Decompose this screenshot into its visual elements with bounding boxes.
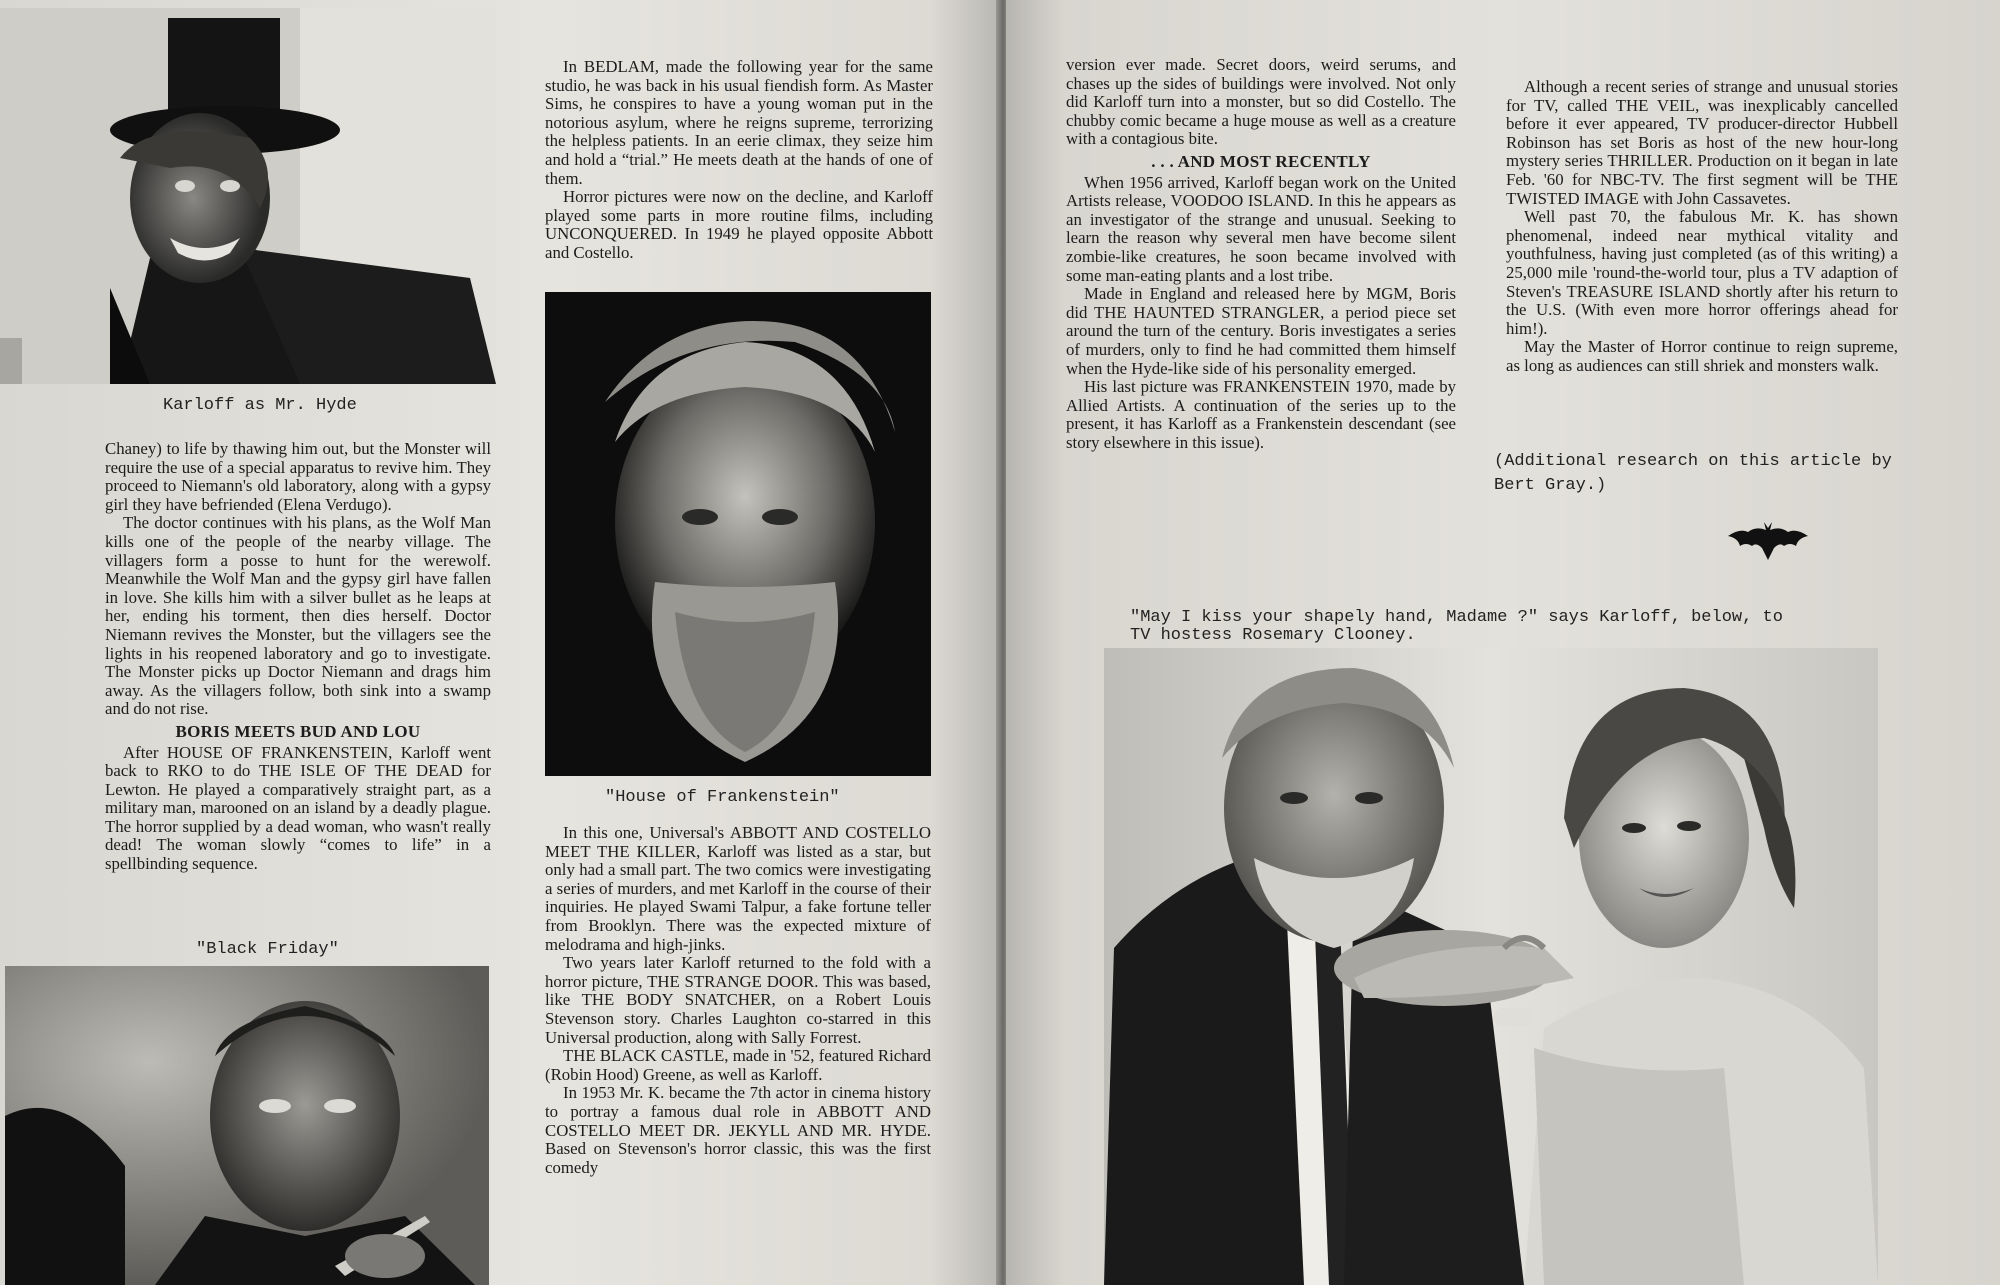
research-credit: (Additional research on this article by Bert Gray.)	[1494, 452, 1892, 495]
caption-house-of-frankenstein: "House of Frankenstein"	[605, 788, 840, 807]
caption-karloff-clooney-line2: TV hostess Rosemary Clooney.	[1130, 626, 1416, 645]
paragraph: version ever made. Secret doors, weird serums, and chases up the sides of buildings were involved. Not only did Karloff turn into a monster, but so did Costello. The chubby comic became a huge mouse as well as a creature with a contagious bite.	[1066, 55, 1456, 149]
photo-karloff-mr-hyde	[0, 8, 496, 384]
section-heading-and-most-recently: . . . AND MOST RECENTLY	[1151, 151, 1371, 171]
photo-karloff-and-rosemary-clooney	[1104, 648, 1878, 1285]
right-column-2-text	[1506, 78, 1898, 376]
left-column-1-text	[105, 440, 491, 874]
paragraph: Although a recent series of strange and unusual stories for TV, called THE VEIL, was inexplicably cancelled before it ever appeared, TV producer-director Hubbell Robinson has set Boris as host of the new hour-long mystery series THRILLER. Production on it began in late Feb. '60 for NBC-TV. The first segment will be THE TWISTED IMAGE with John Cassavetes.	[1506, 77, 1898, 208]
paragraph: Made in England and released here by MGM, Boris did THE HAUNTED STRANGLER, a period piece set around the turn of the century. Boris investigates a series of murders, only to find he had committed them himself when the Hyde-like side of his personality emerged.	[1066, 284, 1456, 378]
paragraph: In this one, Universal's ABBOTT AND COSTELLO MEET THE KILLER, Karloff was listed as a star, but only had a small part. The two comics were investigating a series of murders, and met Karloff in the course of their inquiries. He played Swami Talpur, a fake fortune teller from Brooklyn. There was the expected mixture of melodrama and high-jinks.	[545, 823, 931, 954]
right-page	[1006, 0, 2000, 1285]
paragraph: Well past 70, the fabulous Mr. K. has shown phenomenal, indeed near mythical vitality and youthfulness, having just completed (as of this writing) a 25,000 mile 'round-the-world tour, plus a TV adaption of Steven's TREASURE ISLAND shortly after his return to the U.S. (With even more horror offerings ahead for him!).	[1506, 207, 1898, 338]
photo-house-of-frankenstein	[545, 292, 931, 776]
right-column-1-text	[1066, 56, 1456, 452]
caption-karloff-clooney-line1: "May I kiss your shapely hand, Madame ?" says Karloff, below, to	[1130, 608, 1783, 627]
bat-icon	[1726, 518, 1810, 566]
left-column-2-top-text	[545, 58, 933, 263]
paragraph: Two years later Karloff returned to the fold with a horror picture, THE STRANGE DOOR. This was based, like THE BODY SNATCHER, on a Robert Louis Stevenson story. Charles Laughton co-starred in this Universal production, along with Sally Forrest.	[545, 953, 931, 1047]
paragraph: His last picture was FRANKENSTEIN 1970, made by Allied Artists. A continuation of the series up to the present, it has Karloff as a Frankenstein descendant (see story elsewhere in this issue).	[1066, 377, 1456, 452]
paragraph: May the Master of Horror continue to reign supreme, as long as audiences can still shriek and monsters walk.	[1506, 337, 1898, 375]
paragraph: Chaney) to life by thawing him out, but the Monster will require the use of a special apparatus to revive him. They proceed to Niemann's old laboratory, along with a gypsy girl they have befriended (Elena Verdugo).	[105, 439, 491, 514]
paragraph: When 1956 arrived, Karloff began work on the United Artists release, VOODOO ISLAND. In this he appears as an investigator of the strange and unusual. Seeking to learn the reason why several men have become silent zombie-like creatures, he soon became involved with some man-eating plants and a lost tribe.	[1066, 172, 1456, 285]
paragraph: In BEDLAM, made the following year for the same studio, he was back in his usual fiendish form. As Master Sims, he conspires to have a young woman put in the notorious asylum, where he reigns supreme, terrorizing the helpless patients. In an eerie climax, they seize him and hold a “trial.” He meets death at the hands of one of them.	[545, 57, 933, 188]
photo-black-friday	[5, 966, 489, 1285]
paragraph: Horror pictures were now on the decline, and Karloff played some parts in more routine films, including UNCONQUERED. In 1949 he played opposite Abbott and Costello.	[545, 187, 933, 262]
paragraph: THE BLACK CASTLE, made in '52, featured Richard (Robin Hood) Greene, as well as Karloff.	[545, 1046, 931, 1084]
caption-black-friday: "Black Friday"	[196, 940, 339, 959]
paragraph: After HOUSE OF FRANKENSTEIN, Karloff went back to RKO to do THE ISLE OF THE DEAD for Lewton. He played a comparatively straight part, as a military man, marooned on an island by a deadly plague. The horror supplied by a dead woman, who wasn't really dead! The woman slowly “comes to life” in a spellbinding sequence.	[105, 742, 491, 874]
left-column-2-bottom-text	[545, 824, 931, 1177]
caption-karloff-mr-hyde: Karloff as Mr. Hyde	[163, 396, 357, 415]
paragraph: In 1953 Mr. K. became the 7th actor in cinema history to portray a famous dual role in ABBOTT AND COSTELLO MEET DR. JEKYLL AND MR. HYDE. Based on Stevenson's horror classic, this was the first comedy	[545, 1083, 931, 1177]
section-heading-boris-meets-bud-and-lou: BORIS MEETS BUD AND LOU	[175, 721, 421, 741]
paragraph: The doctor continues with his plans, as the Wolf Man kills one of the people of the nearby village. The villagers form a posse to hunt for the werewolf. Meanwhile the Wolf Man and the gypsy girl have fallen in love. She kills him with a silver bullet as he leaps at her, ending his torment, then dies herself. Doctor Niemann revives the Monster, but the villagers see the lights in his reopened laboratory and go to investigate. The Monster picks up Doctor Niemann and drags him away. As the villagers follow, both sink into a swamp and do not rise.	[105, 513, 491, 719]
